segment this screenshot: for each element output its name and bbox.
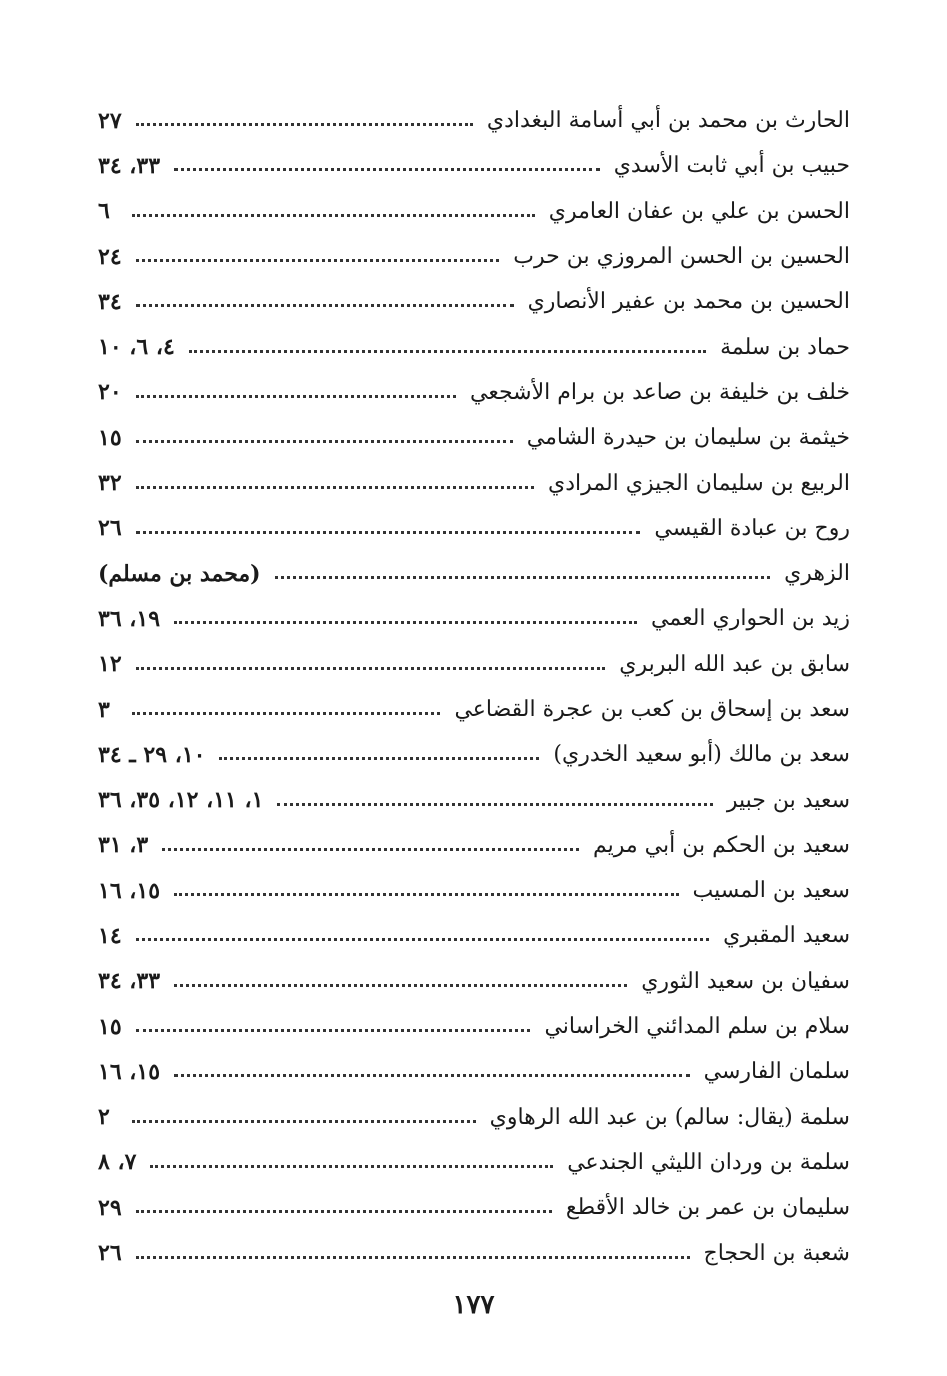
dot-leader bbox=[136, 486, 534, 489]
index-entry bbox=[98, 551, 850, 596]
entry-page-refs: ٢٦ bbox=[98, 1240, 122, 1267]
dot-leader bbox=[136, 531, 641, 534]
dot-leader bbox=[174, 168, 600, 171]
entry-name: سلمة بن وردان الليثي الجندعي bbox=[567, 1149, 850, 1175]
dot-leader bbox=[162, 848, 579, 851]
dot-leader bbox=[136, 1029, 531, 1032]
dot-leader bbox=[132, 712, 440, 715]
index-entry bbox=[98, 868, 850, 913]
entry-page-refs: ١٥ bbox=[98, 424, 122, 451]
index-entry bbox=[98, 1185, 850, 1230]
dot-leader bbox=[132, 214, 535, 217]
dot-leader bbox=[136, 1210, 552, 1213]
dot-leader bbox=[136, 667, 606, 670]
entry-page-refs: ٣٤ bbox=[98, 288, 122, 315]
dot-leader bbox=[136, 123, 473, 126]
index-entry bbox=[98, 506, 850, 551]
dot-leader bbox=[174, 984, 627, 987]
dot-leader bbox=[132, 1120, 476, 1123]
index-entry bbox=[98, 324, 850, 369]
index-entry bbox=[98, 370, 850, 415]
entry-page-refs: ١، ١١، ١٢، ٣٥، ٣٦ bbox=[98, 787, 264, 814]
entry-name: سليمان بن عمر بن خالد الأقطع bbox=[565, 1195, 850, 1221]
index-entry bbox=[98, 415, 850, 460]
entry-name: الحسن بن علي بن عفان العامري bbox=[548, 198, 850, 224]
entry-name: سعيد المقبري bbox=[723, 923, 850, 949]
entry-name: روح بن عبادة القيسي bbox=[654, 515, 850, 541]
dot-leader bbox=[136, 259, 500, 262]
entry-page-refs: ١٥، ١٦ bbox=[98, 1058, 161, 1085]
entry-name: سعد بن إسحاق بن كعب بن عجرة القضاعي bbox=[454, 697, 850, 722]
entry-name: خلف بن خليفة بن صاعد بن برام الأشجعي bbox=[470, 379, 850, 405]
index-entry bbox=[98, 1004, 850, 1049]
entry-page-refs: ٣، ٣١ bbox=[98, 832, 149, 859]
dot-leader bbox=[136, 304, 514, 307]
entry-name: شعبة بن الحجاج bbox=[703, 1240, 850, 1266]
dot-leader bbox=[174, 1074, 690, 1077]
entry-page-refs: ٢٩ bbox=[98, 1194, 122, 1221]
entry-name: حماد بن سلمة bbox=[720, 334, 850, 360]
entry-name: حبيب بن أبي ثابت الأسدي bbox=[613, 153, 850, 179]
index-entry bbox=[98, 823, 850, 868]
index-entry bbox=[98, 143, 850, 188]
entry-page-refs: ١٥، ١٦ bbox=[98, 877, 161, 904]
index-entry bbox=[98, 732, 850, 777]
entry-page-refs: ١٥ bbox=[98, 1013, 122, 1040]
entry-page-refs: ١٤ bbox=[98, 922, 122, 949]
entry-name: الحسين بن محمد بن عفير الأنصاري bbox=[527, 289, 850, 315]
dot-leader bbox=[219, 757, 539, 760]
index-entry bbox=[98, 1095, 850, 1140]
entry-name: سعيد بن المسيب bbox=[692, 878, 850, 904]
index-entry bbox=[98, 98, 850, 143]
entry-page-refs: ٣ bbox=[98, 696, 110, 723]
entry-page-refs: ١٢ bbox=[98, 651, 122, 678]
entry-page-refs: ٢٧ bbox=[98, 107, 122, 134]
index-entry bbox=[98, 687, 850, 732]
entry-page-refs: ٤، ٦، ١٠ bbox=[98, 334, 175, 361]
entry-page-refs: ١٩، ٣٦ bbox=[98, 605, 161, 632]
entry-name: سلمان الفارسي bbox=[703, 1059, 850, 1085]
entry-page-refs: ٣٢ bbox=[98, 470, 122, 497]
entry-name: سابق بن عبد الله البربري bbox=[619, 651, 850, 677]
entry-page-refs: ٢ bbox=[98, 1104, 110, 1131]
index-entry bbox=[98, 234, 850, 279]
entry-name: سلمة (يقال: سالم) بن عبد الله الرهاوي bbox=[489, 1104, 850, 1130]
entry-page-refs: ٢٤ bbox=[98, 243, 122, 270]
dot-leader bbox=[189, 350, 706, 353]
index-entry bbox=[98, 1140, 850, 1185]
dot-leader bbox=[277, 803, 712, 806]
dot-leader bbox=[136, 938, 709, 941]
entry-name: زيد بن الحواري العمي bbox=[651, 606, 850, 632]
dot-leader bbox=[136, 395, 456, 398]
dot-leader bbox=[275, 576, 770, 579]
dot-leader bbox=[174, 893, 678, 896]
entry-page-refs: ٧، ٨ bbox=[98, 1149, 137, 1176]
page-number: ١٧٧ bbox=[452, 1290, 495, 1320]
entry-name: سعيد بن الحكم بن أبي مريم bbox=[592, 832, 850, 858]
index-entry bbox=[98, 777, 850, 822]
entry-name: الزهري bbox=[784, 561, 850, 587]
dot-leader bbox=[136, 1256, 690, 1259]
entry-name: خيثمة بن سليمان بن حيدرة الشامي bbox=[526, 425, 850, 451]
dot-leader bbox=[174, 621, 637, 624]
entry-name: سلام بن سلم المدائني الخراساني bbox=[544, 1014, 850, 1040]
entry-name: سعد بن مالك (أبو سعيد الخدري) bbox=[553, 742, 850, 768]
index-entry bbox=[98, 913, 850, 958]
entry-name: الحسين بن الحسن المروزي بن حرب bbox=[513, 244, 850, 270]
index-entry bbox=[98, 642, 850, 687]
index-entry bbox=[98, 1230, 850, 1275]
entry-page-refs: ١٠، ٢٩ ـ ٣٤ bbox=[98, 741, 206, 768]
entry-name: الربيع بن سليمان الجيزي المرادي bbox=[547, 470, 850, 496]
entry-name: سعيد بن جبير bbox=[726, 787, 850, 813]
index-entry bbox=[98, 959, 850, 1004]
index-entry bbox=[98, 1049, 850, 1094]
entry-page-refs: ٢٦ bbox=[98, 515, 122, 542]
entry-page-refs: (محمد بن مسلم) bbox=[98, 560, 261, 587]
entry-page-refs: ٦ bbox=[98, 198, 110, 225]
index-entry bbox=[98, 279, 850, 324]
entry-page-refs: ٣٣، ٣٤ bbox=[98, 968, 161, 995]
entry-name: الحارث بن محمد بن أبي أسامة البغدادي bbox=[486, 108, 850, 134]
index-entry bbox=[98, 596, 850, 641]
entry-name: سفيان بن سعيد الثوري bbox=[641, 968, 850, 994]
index-entry bbox=[98, 189, 850, 234]
entry-page-refs: ٣٣، ٣٤ bbox=[98, 152, 161, 179]
dot-leader bbox=[136, 440, 513, 443]
name-index-list bbox=[98, 98, 850, 1276]
entry-page-refs: ٢٠ bbox=[98, 379, 122, 406]
dot-leader bbox=[150, 1165, 553, 1168]
index-entry bbox=[98, 460, 850, 505]
